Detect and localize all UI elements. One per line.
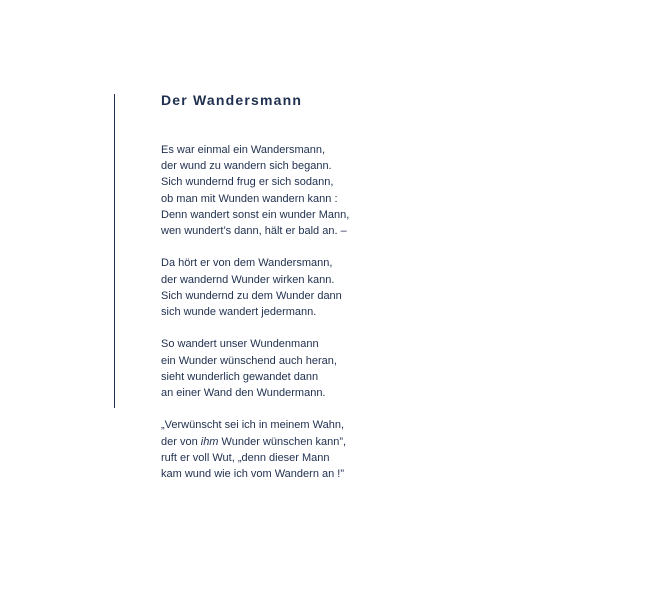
stanza-2 <box>161 255 349 320</box>
margin-rule <box>114 94 115 408</box>
line-text: der von <box>161 435 201 448</box>
poem-line: Sich wundernd frug er sich sodann, <box>161 176 334 189</box>
stanza-1 <box>161 142 349 239</box>
poem-line: wen wundert’s dann, hält er bald an. – <box>161 225 347 238</box>
poem-line: sich wunde wandert jedermann. <box>161 306 317 319</box>
poem-line: Sich wundernd zu dem Wunder dann <box>161 289 342 302</box>
poem-line: Da hört er von dem Wandersmann, <box>161 257 333 270</box>
poem-title: Der Wandersmann <box>161 92 303 108</box>
poem-line: ein Wunder wünschend auch heran, <box>161 354 337 367</box>
poem-line: Denn wandert sonst ein wunder Mann, <box>161 208 350 221</box>
poem-line: sieht wunderlich gewandet dann <box>161 370 319 383</box>
poem-line: ruft er voll Wut, „denn dieser Mann <box>161 451 330 464</box>
poem-body <box>161 142 349 498</box>
emphasis-word: ihm <box>200 435 219 448</box>
poem-line: der wund zu wandern sich begann. <box>161 160 332 173</box>
line-text: Wunder wünschen kann”, <box>218 435 347 448</box>
stanza-3 <box>161 336 349 401</box>
poem-line: kam wund wie ich vom Wandern an !” <box>161 468 344 481</box>
poem-line: So wandert unser Wundenmann <box>161 338 319 351</box>
poem-line: „Verwünscht sei ich in meinem Wahn, <box>161 419 344 432</box>
poem-line: Es war einmal ein Wandersmann, <box>161 144 326 156</box>
poem-line-with-emphasis <box>161 434 349 450</box>
poem-line: der wandernd Wunder wirken kann. <box>161 273 335 286</box>
poem-line: ob man mit Wunden wandern kann : <box>161 192 338 205</box>
stanza-4 <box>161 417 349 482</box>
poem-line: an einer Wand den Wundermann. <box>161 387 326 400</box>
